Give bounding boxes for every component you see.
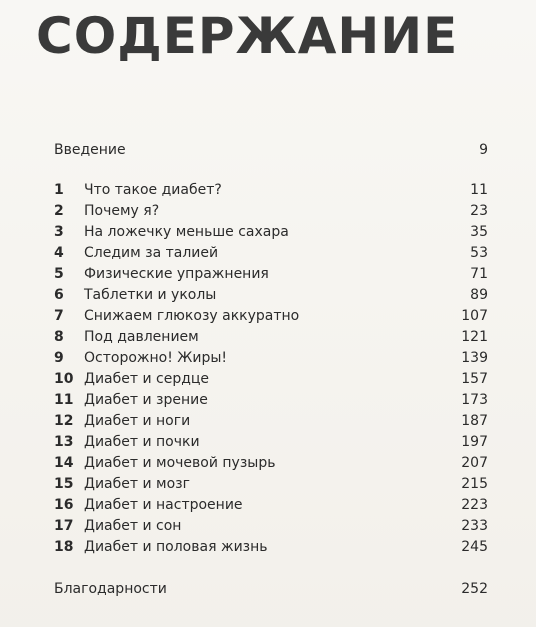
chapter-number: 18 [54, 539, 74, 555]
chapter-page: 187 [461, 413, 488, 429]
chapter-title: Физические упражнения [84, 266, 269, 282]
chapter-title: Снижаем глюкозу аккуратно [84, 308, 300, 324]
chapter-title: На ложечку меньше сахара [84, 224, 289, 240]
chapter-number: 4 [54, 245, 64, 261]
toc-entry-chapter-10 [54, 369, 488, 390]
toc-entry-chapter-7 [54, 306, 488, 327]
page-title: СОДЕРЖАНИЕ [36, 7, 459, 65]
chapter-number: 15 [54, 476, 74, 492]
toc-entry-intro [54, 140, 488, 161]
chapter-page: 223 [461, 497, 488, 513]
toc-entry-acknowledgements [54, 579, 488, 600]
toc-entry-chapter-3 [54, 222, 488, 243]
toc-entry-chapter-15 [54, 474, 488, 495]
chapter-number: 12 [54, 413, 74, 429]
chapter-page: 107 [461, 308, 488, 324]
chapter-title: Следим за талией [84, 245, 219, 261]
toc-entry-page: 252 [461, 581, 488, 597]
chapter-title: Диабет и ноги [84, 413, 191, 429]
toc-entry-chapter-4 [54, 243, 488, 264]
chapter-number: 9 [54, 350, 64, 366]
chapter-number: 7 [54, 308, 64, 324]
chapter-number: 11 [54, 392, 74, 408]
chapter-title: Диабет и сердце [84, 371, 210, 387]
toc-entry-chapter-9 [54, 348, 488, 369]
chapter-title: Диабет и мозг [84, 476, 190, 492]
toc-entry-chapter-8 [54, 327, 488, 348]
chapter-page: 139 [461, 350, 488, 366]
chapter-page: 71 [470, 266, 488, 282]
chapter-number: 14 [54, 455, 74, 471]
toc-entry-chapter-11 [54, 390, 488, 411]
chapter-number: 6 [54, 287, 64, 303]
chapter-title: Осторожно! Жиры! [84, 350, 228, 366]
chapter-title: Диабет и почки [84, 434, 200, 450]
chapter-title: Диабет и половая жизнь [84, 539, 268, 555]
chapter-page: 35 [470, 224, 488, 240]
toc-entry-chapter-14 [54, 453, 488, 474]
toc-entry-chapter-1 [54, 180, 488, 201]
chapter-page: 89 [470, 287, 488, 303]
chapter-title: Диабет и сон [84, 518, 182, 534]
chapter-number: 16 [54, 497, 74, 513]
toc-entry-chapter-16 [54, 495, 488, 516]
chapter-page: 173 [461, 392, 488, 408]
chapter-page: 207 [461, 455, 488, 471]
chapter-number: 1 [54, 182, 64, 198]
chapter-title: Диабет и мочевой пузырь [84, 455, 276, 471]
chapter-page: 121 [461, 329, 488, 345]
chapter-page: 53 [470, 245, 488, 261]
chapter-page: 197 [461, 434, 488, 450]
chapter-page: 157 [461, 371, 488, 387]
toc-entry-chapter-17 [54, 516, 488, 537]
chapter-number: 10 [54, 371, 74, 387]
chapter-title: Почему я? [84, 203, 160, 219]
chapter-page: 233 [461, 518, 488, 534]
chapter-page: 245 [461, 539, 488, 555]
chapter-title: Таблетки и уколы [84, 287, 217, 303]
toc-entry-page: 9 [479, 142, 488, 158]
toc-entry-chapter-12 [54, 411, 488, 432]
chapter-page: 23 [470, 203, 488, 219]
toc-entry-chapter-6 [54, 285, 488, 306]
chapter-number: 13 [54, 434, 74, 450]
chapter-title: Под давлением [84, 329, 199, 345]
chapter-number: 8 [54, 329, 64, 345]
toc-entry-chapter-18 [54, 537, 488, 558]
toc-entry-chapter-2 [54, 201, 488, 222]
chapter-title: Диабет и зрение [84, 392, 208, 408]
toc-entry-chapter-13 [54, 432, 488, 453]
chapter-title: Что такое диабет? [84, 182, 222, 198]
toc-entry-chapter-5 [54, 264, 488, 285]
chapter-page: 11 [470, 182, 488, 198]
chapter-page: 215 [461, 476, 488, 492]
chapter-number: 17 [54, 518, 74, 534]
chapter-number: 2 [54, 203, 64, 219]
chapter-number: 5 [54, 266, 64, 282]
toc-entry-label: Введение [54, 142, 126, 158]
chapter-number: 3 [54, 224, 64, 240]
toc-entry-label: Благодарности [54, 581, 167, 597]
chapter-title: Диабет и настроение [84, 497, 243, 513]
